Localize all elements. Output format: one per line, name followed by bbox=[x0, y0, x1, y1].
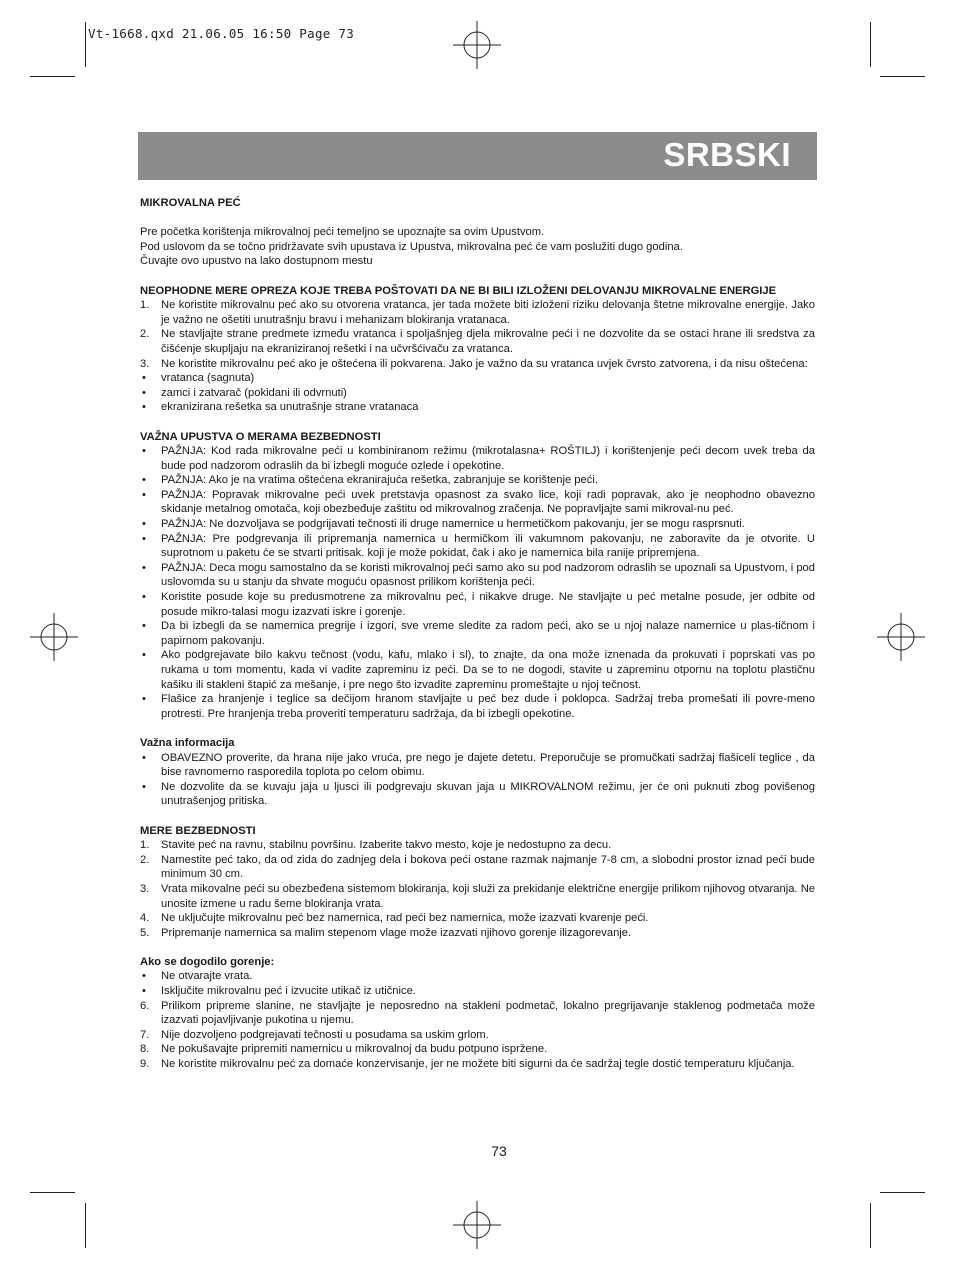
bullet-marker: • bbox=[142, 561, 146, 574]
bullet-item bbox=[140, 488, 815, 517]
bullet-marker: • bbox=[142, 780, 146, 793]
numbered-item bbox=[140, 853, 815, 882]
item-text: Prilikom pripreme slanine, ne stavljajte je neposredno na stakleni podmetač, lokalno pregrijavanje staklenog podmetača može izazvati pojavljivanje pukotina u njemu. bbox=[161, 999, 815, 1027]
item-text: Da bi izbegli da se namernica pregrije i izgori, sve vreme sledite za radom peći, ako se u njoj nalaze namernice u plas-tičnom i papirnom pakovanju. bbox=[161, 620, 815, 647]
bullet-marker: • bbox=[142, 620, 146, 633]
numbered-item bbox=[140, 999, 815, 1028]
item-number: 2. bbox=[140, 853, 150, 866]
spacer bbox=[140, 721, 815, 736]
paragraph: Čuvajte ovo upustvo na lako dostupnom mestu bbox=[140, 255, 373, 268]
item-text: Ne koristite mikrovalnu peć ako je oštećena ili pokvarena. Jako je važno da su vratanca uvjek čvrsto zatvorena, i da nisu oštećena: bbox=[161, 357, 808, 370]
registration-mark-left bbox=[30, 613, 78, 661]
item-text: Nije dozvoljeno podgrejavati tečnosti u posudama sa uskim grlom. bbox=[161, 1028, 489, 1041]
item-text: Ne koristite mikrovalnu peć za domaće konzervisanje, jer ne možete biti sigurni da će sadržaj tegle dostić temperaturu ključanja. bbox=[161, 1058, 795, 1071]
item-text: PAŽNJA: Ako je na vratima oštećena ekranirajuća rešetka, zabranjuje se korištenje peći. bbox=[161, 474, 598, 487]
bullet-item bbox=[140, 692, 815, 721]
registration-mark-bottom bbox=[453, 1201, 501, 1249]
item-number: 4. bbox=[140, 912, 150, 925]
bullet-item bbox=[140, 371, 815, 386]
bullet-marker: • bbox=[142, 693, 146, 706]
bullet-marker: • bbox=[142, 518, 146, 531]
item-text: PAŽNJA: Popravak mikrovalne peći uvek pretstavja opasnost za svako lice, koji radi popravak, ako je neophodno obavezno skidanje metalnog omotača, koji obezbeđuje zaštitu od mikrovalnog zračenja. Ne popravljajte sami mikroval-nu peć. bbox=[161, 488, 815, 516]
item-number: 1. bbox=[140, 839, 150, 852]
item-text: PAŽNJA: Kod rada mikrovalne peći u kombiniranom režimu (mikrotalasna+ ROŠTILJ) i korištenjenje peći decom uvek treba da bude pod nadzorom odraslih da bi izbegli moguće ozlede i opekotine. bbox=[161, 445, 815, 472]
item-text: PAŽNJA: Deca mogu samostalno da se koristi mikrovalnoj peći samo ako su pod nadzorom odraslih se upoznali sa Upustvom, i pod uslovomda su u stanju da shvate moguću opasnost prilikom korištenja peći. bbox=[161, 561, 815, 589]
bullet-marker: • bbox=[142, 474, 146, 487]
bullet-item bbox=[140, 648, 815, 692]
item-text: Ne uključujte mikrovalnu peć bez namernica, rad peći bez namernica, može izazvati kvarenje peći. bbox=[161, 912, 649, 925]
bullet-marker: • bbox=[142, 591, 146, 604]
bullet-item bbox=[140, 969, 815, 984]
bullet-item bbox=[140, 590, 815, 619]
numbered-item bbox=[140, 1042, 815, 1057]
item-number: 1. bbox=[140, 299, 150, 312]
item-text: PAŽNJA: Ne dozvoljava se podgrijavati tečnosti ili druge namernice u hermetičkom pakovanju, jer se mogu rasprsnuti. bbox=[161, 518, 745, 531]
bullet-marker: • bbox=[142, 386, 146, 399]
numbered-item bbox=[140, 327, 815, 356]
item-text: Ne pokušavajte pripremiti namernicu u mikrovalnoj da budu potpuno isprženе. bbox=[161, 1043, 548, 1056]
section-heading: VAŽNA UPUSTVA O MERAMA BEZBEDNOSTI bbox=[140, 430, 381, 443]
item-text: Namestite peć tako, da od zida do zadnjeg dela i bokova peći ostane razmak najmanje 7-8 cm, a slobodni prostor iznad peći bude minimum 30 cm. bbox=[161, 853, 815, 881]
paragraph: Pre početka korištenja mikrovalnoj peći temeljno se upoznajte sa ovim Upustvom. bbox=[140, 226, 545, 239]
numbered-item bbox=[140, 926, 815, 941]
item-text: Ako podgrejavate bilo kakvu tečnost (vodu, kafu, mlako i sl), to znajte, da ona može iznenada da prokuvati i poprskati vas po rukama u tom momentu, kada vi vadite zapreminu iz peći. Da se to ne dogodi, stavite u zapreminu otpornu na toplotu plastičnu kašiku ili stakleni štapić za mešanje, i pre nego što izvadite zapreminu promeštajte u njoj tečnost. bbox=[161, 649, 815, 691]
bullet-marker: • bbox=[142, 488, 146, 501]
bullet-marker: • bbox=[142, 751, 146, 764]
bullet-marker: • bbox=[142, 445, 146, 458]
item-number: 6. bbox=[140, 999, 150, 1012]
section-heading: Važna informacija bbox=[140, 736, 235, 749]
numbered-item bbox=[140, 838, 815, 853]
item-number: 2. bbox=[140, 328, 150, 341]
spacer bbox=[140, 940, 815, 955]
item-number: 3. bbox=[140, 357, 150, 370]
language-banner bbox=[138, 132, 817, 180]
paragraph: Pod uslovom da se točno pridržavate svih upustava iz Upustva, mikrovalna peć će vam poslužiti dugo godina. bbox=[140, 240, 683, 253]
item-text: zamci i zatvarač (pokidani ili odvrnuti) bbox=[161, 386, 347, 399]
spacer bbox=[140, 415, 815, 430]
item-text: Vrata mikovalne peći su obezbeđena sistemom blokiranja, koji služi za prekidanje električne energije prilikom njihovog otvaranja. Ne unosite izmene u radu šeme blokiranja vrata. bbox=[161, 882, 815, 910]
item-number: 5. bbox=[140, 926, 150, 939]
bullet-marker: • bbox=[142, 401, 146, 414]
item-text: vratanca (sagnuta) bbox=[161, 372, 255, 385]
bullet-item bbox=[140, 517, 815, 532]
bullet-item bbox=[140, 400, 815, 415]
section-heading: NEOPHODNE MERE OPREZA KOJE TREBA POŠTOVATI DA NE BI BILI IZLOŽENI DELOVANJU MIKROVALNE ENERGIJE bbox=[140, 284, 777, 297]
item-text: ekranizirana rešetka sa unutrašnje strane vratanaca bbox=[161, 401, 419, 414]
item-number: 9. bbox=[140, 1058, 150, 1071]
numbered-item bbox=[140, 911, 815, 926]
item-text: Ne otvarajte vrata. bbox=[161, 970, 253, 983]
bullet-item bbox=[140, 751, 815, 780]
section-heading: MIKROVALNA PEĆ bbox=[140, 197, 241, 209]
bullet-item bbox=[140, 561, 815, 590]
spacer bbox=[140, 269, 815, 284]
item-text: Isključite mikrovalnu peć i izvucite utikač iz utičnice. bbox=[161, 985, 416, 998]
item-text: PAŽNJA: Pre podgrevanja ili pripremanja namernica u hermičkom ili vakumnom pakovanju, ne zaboravite da je otvorite. U suprotnom u paketu će se stvarti pritisak. koji je može pokidat, čak i ako je namernica bila ranije pripremjena. bbox=[161, 532, 815, 560]
bullet-item bbox=[140, 473, 815, 488]
bullet-marker: • bbox=[142, 532, 146, 545]
numbered-item bbox=[140, 1057, 815, 1072]
banner-title: SRBSKI bbox=[663, 136, 791, 173]
bullet-marker: • bbox=[142, 372, 146, 385]
item-text: Pripremanje namernica sa malim stepenom vlage može izazvati njihovo gorenje ilizagorevanje. bbox=[161, 926, 632, 939]
bullet-marker: • bbox=[142, 649, 146, 662]
item-text: Ne stavljajte strane predmete između vratanca i spoljašnjeg djela mikrovalne peći i ne dozvolite da se ostaci hrane ili sredstva za čišćenje skupljaju na ekraniziranoj rešetki i na učvršćivaču za vratanca. bbox=[161, 328, 815, 355]
section-heading: Ako se dogodilo gorenje: bbox=[140, 955, 275, 968]
item-text: Flašice za hranjenje i teglice sa dečijom hranom stavljajte u peć bez dude i poklopca. Sadržaj treba promešati ili povre-meno protresti. Pre hranjenja treba proveriti temperaturu sadržaja, da bi izbegli opekotine. bbox=[161, 693, 815, 720]
item-number: 7. bbox=[140, 1028, 150, 1041]
bullet-item bbox=[140, 444, 815, 473]
item-text: Koristite posude koje su predusmotrene za mikrovalnu peć, i nikakve druge. Ne stavljajte u peć metalne posude, jer odbite od posude mikro-talasi mogu izazvati iskre i gorenje. bbox=[161, 591, 815, 618]
bullet-marker: • bbox=[142, 985, 146, 998]
bullet-item bbox=[140, 619, 815, 648]
registration-mark-top bbox=[453, 21, 501, 69]
bullet-item bbox=[140, 780, 815, 809]
file-slug: Vt-1668.qxd 21.06.05 16:50 Page 73 bbox=[88, 26, 355, 41]
numbered-item bbox=[140, 298, 815, 327]
section-heading: MERE BEZBEDNOSTI bbox=[140, 824, 256, 837]
registration-mark-right bbox=[877, 613, 925, 661]
item-text: Ne dozvolite da se kuvaju jaja u ljusci ili podgrevaju skuvan jaja u MIKROVALNOM režimu, jer će oni puknuti zbog povišenog unutrašenjog pritiska. bbox=[161, 780, 815, 808]
spacer bbox=[140, 809, 815, 824]
item-text: Ne koristite mikrovalnu peć ako su otvorena vratanca, jer tada možete biti izloženi riziku delovanja štetne mikrovalne energije. Jako je važno ne ošetiti unutrašnju bravu i mehanizam blokiranja vratanaca. bbox=[161, 299, 815, 326]
spacer bbox=[140, 211, 815, 226]
numbered-item bbox=[140, 1028, 815, 1043]
item-text: Stavite peć na ravnu, stabilnu površinu. Izaberite takvo mesto, koje je nedostupno za decu. bbox=[161, 839, 612, 852]
item-number: 8. bbox=[140, 1043, 150, 1056]
bullet-marker: • bbox=[142, 970, 146, 983]
numbered-item bbox=[140, 882, 815, 911]
bullet-item bbox=[140, 532, 815, 561]
bullet-item bbox=[140, 386, 815, 401]
page-number: 73 bbox=[491, 1143, 507, 1159]
document-body bbox=[140, 196, 815, 1072]
item-text: OBAVEZNO proverite, da hrana nije jako vruća, pre nego je dajete detetu. Preporučuje se promučkati sadržaj flašiceli teglice , da bise ravnomerno rasporedila toplota po celom obimu. bbox=[161, 751, 815, 779]
bullet-item bbox=[140, 984, 815, 999]
numbered-item bbox=[140, 357, 815, 372]
item-number: 3. bbox=[140, 882, 150, 895]
